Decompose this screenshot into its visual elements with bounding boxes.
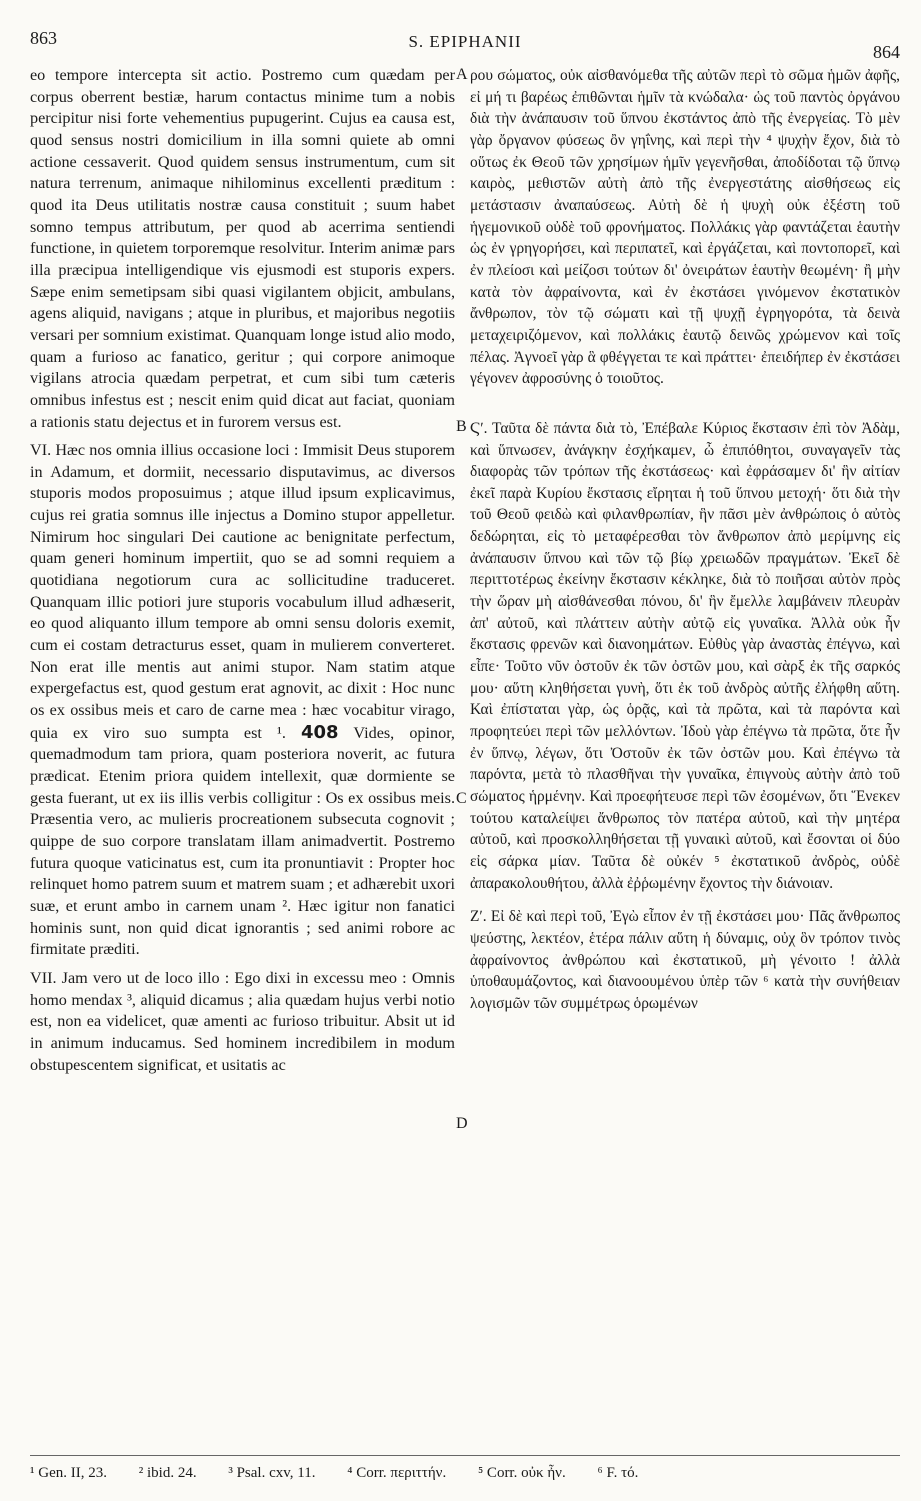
margin-letter-c: C	[456, 790, 467, 807]
page-number-left: 863	[30, 28, 57, 48]
latin-column	[30, 65, 455, 1076]
greek-paragraph-3: Ζʹ. Εἰ δὲ καὶ περὶ τοῦ, Ἐγὼ εἶπον ἐν τῇ ἐκστάσει μου· Πᾶς ἄνθρωπος ψεύστης, λεκτέον, ἑτέρα πάλιν αὕτη ἡ δύναμις, οὐχ ὃν τρόπον τινὸς ἀφραίνοντος ἀνθρώπου καὶ ἐκστατικοῦ, μὴ γένοιτο ! ἀλλὰ ὑποθαυμάζοντος, καὶ διανοουμένου ὑπὲρ τῶν ⁶ κατὰ τὴν συνήθειαν λογισμῶν τῶν συμμέτρως ὁρωμένων	[470, 908, 900, 1012]
greek-column	[470, 65, 900, 1015]
column-number-marker: 408	[301, 721, 339, 743]
page-number-right: 864	[873, 42, 900, 62]
latin-paragraph-2-text: VI. Hæc nos omnia illius occasione loci : Immisit Deus stuporem in Adamum, et dormiit, necessario disputavimus, ac diversos stuporis modos proposuimus ; atque illud ipsum explicavimus, cujus rei gratia somnus ille injectus a Domino stupor appelletur. Nimirum hoc singulari Dei cautione ac benignitate perfectum, quam generi hominum impertiit, quo se ad somni requiem a quotidiana negotiorum cura ac sollicitudine traduceret. Quanquam illic potiori jure stuporis vocabulum illud adhæserit, eo quod aliquanto illum tempore ab omni sensu doloris exemit, cum ei costam detracturus esset, quam in mulierem converteret. Non erat ille mentis aut animi stupor. Nam statim atque expergefactus est, quod gestum erat agnovit, ac dixit : Hoc nunc os ex ossibus meis et caro de carne mea : hæc vocabitur virago, quia ex viro suo sumpta est ¹.	[30, 441, 455, 742]
running-title: S. EPIPHANII	[408, 32, 522, 51]
margin-letter-d: D	[456, 1115, 468, 1132]
latin-paragraph-3: VII. Jam vero ut de loco illo : Ego dixi in excessu meo : Omnis homo mendax ³, aliquid dicamus ; alia quædam hujus verbi notio est, non ea videlicet, quæ amenti ac furioso tribuitur. Absit ut id in animum inducamus. Sed hominem incredibilem in modum obstupescentem significat, et usitatis ac	[30, 968, 455, 1074]
latin-paragraph-2-continued: Vides, opinor, quemadmodum tam priora, quam posteriora noverit, ac futura prædicat. Etenim priora quidem intellexit, quæ dormiente se gesta fuerant, ut ex iis illis verbis colligitur : Os ex ossibus meis. Præsentia vero, ac mulieris procreationem subsecuta cognovit ; quippe de suo corpore translatam illam animadvertit. Postremo futura quoque vaticinatus est, cum ita pronuntiavit : Propter hoc relinquet homo patrem suum et matrem suam ; et adhærebit uxori suæ, et erunt ambo in carnem unam ². Hæc igitur non fanatici hominis sunt, non quid dicat ignorantis ; sed animi robore ac firmitate præditi.	[30, 723, 455, 959]
running-header	[30, 28, 900, 62]
margin-letter-b: B	[456, 418, 467, 435]
greek-paragraph-2: Ϛʹ. Ταῦτα δὲ πάντα διὰ τὸ, Ἐπέβαλε Κύριος ἔκστασιν ἐπὶ τὸν Ἀδὰμ, καὶ ὕπνωσεν, ἀνάγκην ἐσχήκαμεν, ὦ ἐπιπόθητοι, συναγαγεῖν τὰς διαφορὰς τῶν τρόπων τῆς ἐκστάσεως· καὶ ἐφράσαμεν δι' ἣν αἰτίαν ἐκεῖ παρὰ Κυρίου ἔκστασις εἴρηται ἡ τοῦ ὕπνου μετοχή· ὅτι διὰ τὴν τοῦ Θεοῦ φειδὼ καὶ φιλανθρωπίαν, ἣν πᾶσι μὲν ἀνθρώποις ὁ αὐτὸς δεδώρηται, εἰς τὸ μεταφέρεσθαι τὸν ἄνθρωπον ἀπὸ μερίμνης εἰς ἀνάπαυσιν ὕπνου καὶ τῶν τῷ βίῳ χρειωδῶν πραγμάτων. Ἐκεῖ δὲ περιττοτέρως ἐκείνην ἔκστασιν κέκληκε, διὰ τὸ ποιῆσαι αὐτὸν πρὸς τὴν ὥραν μὴ αἰσθάνεσθαι πόνου, δι' ἣν ἔμελλε λαμβάνειν πλευρὰν ἀπ' αὐτοῦ, καὶ πλάττειν αὐτὴν αὐτῷ εἰς γυναῖκα. Ἀλλὰ οὐκ ἦν ἔκστασις φρενῶν καὶ διανοημάτων. Εὐθὺς γὰρ ἀναστὰς ἐπέγνω, καὶ εἶπε· Τοῦτο νῦν ὀστοῦν ἐκ τῶν ὀστῶν μου, καὶ σὰρξ ἐκ τῆς σαρκός μου· αὕτη κληθήσεται γυνὴ, ὅτι ἐκ τοῦ ἀνδρὸς αὐτῆς ἐλήφθη αὕτη. Καὶ ἐπίσταται γὰρ, ὡς ὁρᾷς, καὶ τὰ πρῶτα, καὶ τὰ παρόντα καὶ προφητεύει περὶ τῶν μελλόντων. Ἰδοὺ γὰρ ἐπέγνω τὰ πρῶτα, ὅτε ἦν ἐν ὕπνῳ, λέγων, ὅτι Ὀστοῦν ἐκ τῶν ὀστῶν μου. Καὶ ἐπέγνω τὰ παρόντα, μετὰ τὸ πλασθῆναι τὴν γυναῖκα, ἐπιγνοὺς αὐτὴν ἀπὸ τοῦ σώματος ἡρμένην. Καὶ προεφήτευσε περὶ τῶν ἐσομένων, ὅτι Ἕνεκεν τούτου καταλείψει ἄνθρωπος τὸν πατέρα αὐτοῦ, καὶ τὴν μητέρα αὐτοῦ, καὶ προσκολληθήσεται τῇ γυναικὶ αὐτοῦ, καὶ ἔσονται οἱ δύο εἰς σάρκα μίαν. Ταῦτα δὲ οὐκέν ⁵ ἐκστατικοῦ ἀνδρὸς, οὐδὲ ἀπαρακολουθήτου, ἀλλὰ ἐῤῥωμένην ἔχοντος τὴν διάνοιαν.	[470, 419, 900, 892]
footnote-6: ⁶ F. τό.	[597, 1465, 639, 1481]
latin-paragraph-1: eo tempore intercepta sit actio. Postremo cum quædam per corpus oberrent bestiæ, harum contactus minime tum a nobis percipitur nisi forte vehementius pupugerint. Cujus ea causa est, quod sensus nostri domicilium in illa somni quiete ab omni actione cessaverit. Quod quidem sensus instrumentum, cum sit natura terrenum, animaque nihilominus excellenti præditum : quod ita Deus utilitatis nostræ causa constituit ; suum habet somno tempus attributum, per quod ab acerrima sentiendi functione, in quietem torporemque resolvitur. Interim animæ pars illa præcipua intelligendique vis ejusmodi est stuporis expers. Sæpe enim semetipsam sibi quasi vigilantem objicit, ambulans, agens aliquid, navigans ; atque in pluribus, et majoribus negotiis versari per somnium existimat. Quanquam longe istud alio modo, quam a furioso ac fanatico, geritur ; qui corpore animoque vigilans atrocia quædam perpetrat, et cum sibi tum cæteris omnibus infestus est ; nescit enim quid dicat aut faciat, quoniam a rationis statu dejectus et in furorem versus est.	[30, 66, 455, 431]
margin-letter-a: A	[456, 66, 468, 83]
footnote-rule	[30, 1455, 900, 1456]
footnote-4: ⁴ Corr. περιττήν.	[347, 1465, 447, 1481]
footnotes	[30, 1465, 900, 1482]
footnote-3: ³ Psal. cxv, 11.	[228, 1465, 316, 1481]
footnote-2: ² ibid. 24.	[138, 1465, 197, 1481]
footnote-1: ¹ Gen. II, 23.	[30, 1465, 107, 1481]
footnote-5: ⁵ Corr. οὐκ ἦν.	[477, 1465, 566, 1481]
greek-paragraph-1: ρου σώματος, οὐκ αἰσθανόμεθα τῆς αὐτῶν περὶ τὸ σῶμα ἡμῶν ἀφῆς, εἰ μή τι βαρέως ἐπιθῶνται ἡμῖν τὰ κνώδαλα· ὡς τοῦ παντὸς ὀργάνου διὰ τὴν ἀνάπαυσιν τοῦ ὕπνου ἐκστάντος ἀπὸ τῆς ἐνεργείας. Τὸ μὲν γὰρ ὄργανον φύσεως ὂν γηΐνης, καὶ περὶ τὴν ⁴ ψυχὴν ἔχον, διὰ τὸ οὕτως ἐκ Θεοῦ τῶν χρησίμων ἡμῖν γεγενῆσθαι, ἀποδίδοται τῷ ὕπνῳ καιρὸς, μεθιστῶν αὐτὴ ἀπὸ τῆς ἐνεργεστάτης αἰσθήσεως εἰς μετάστασιν ἀναπαύσεως. Αὐτὴ δὲ ἡ ψυχὴ οὐκ ἐξέστη τοῦ ἡγεμονικοῦ οὐδὲ τοῦ φρονήματος. Πολλάκις γὰρ φαντάζεται ἑαυτὴν ὡς ἐν γρηγορήσει, καὶ περιπατεῖ, καὶ ἐργάζεται, καὶ ποντοπορεῖ, καὶ ἐν πλείοσι καὶ μείζοσι τούτων δι' ὀνειράτων ἑαυτὴν θεωμένη· ἢ μὴν κατὰ τὸν ἀφραίνοντα, καὶ ἐν ἐκστάσει γινόμενον ἐκστατικὸν ἄνθρωπον, τὸν τῷ σώματι καὶ τῇ ψυχῇ ἐγρηγορότα, τὰ δεινὰ μεταχειριζόμενον, καὶ πολλάκις ἑαυτῷ δεινῶς χρώμενον καὶ τοῖς πέλας. Ἀγνοεῖ γὰρ ἃ φθέγγεται τε καὶ πράττει· ἐπειδήπερ ἐν ἐκστάσει γέγονεν ἀφροσύνης ὁ τοιοῦτος.	[470, 67, 900, 388]
latin-paragraph-2	[30, 440, 455, 961]
